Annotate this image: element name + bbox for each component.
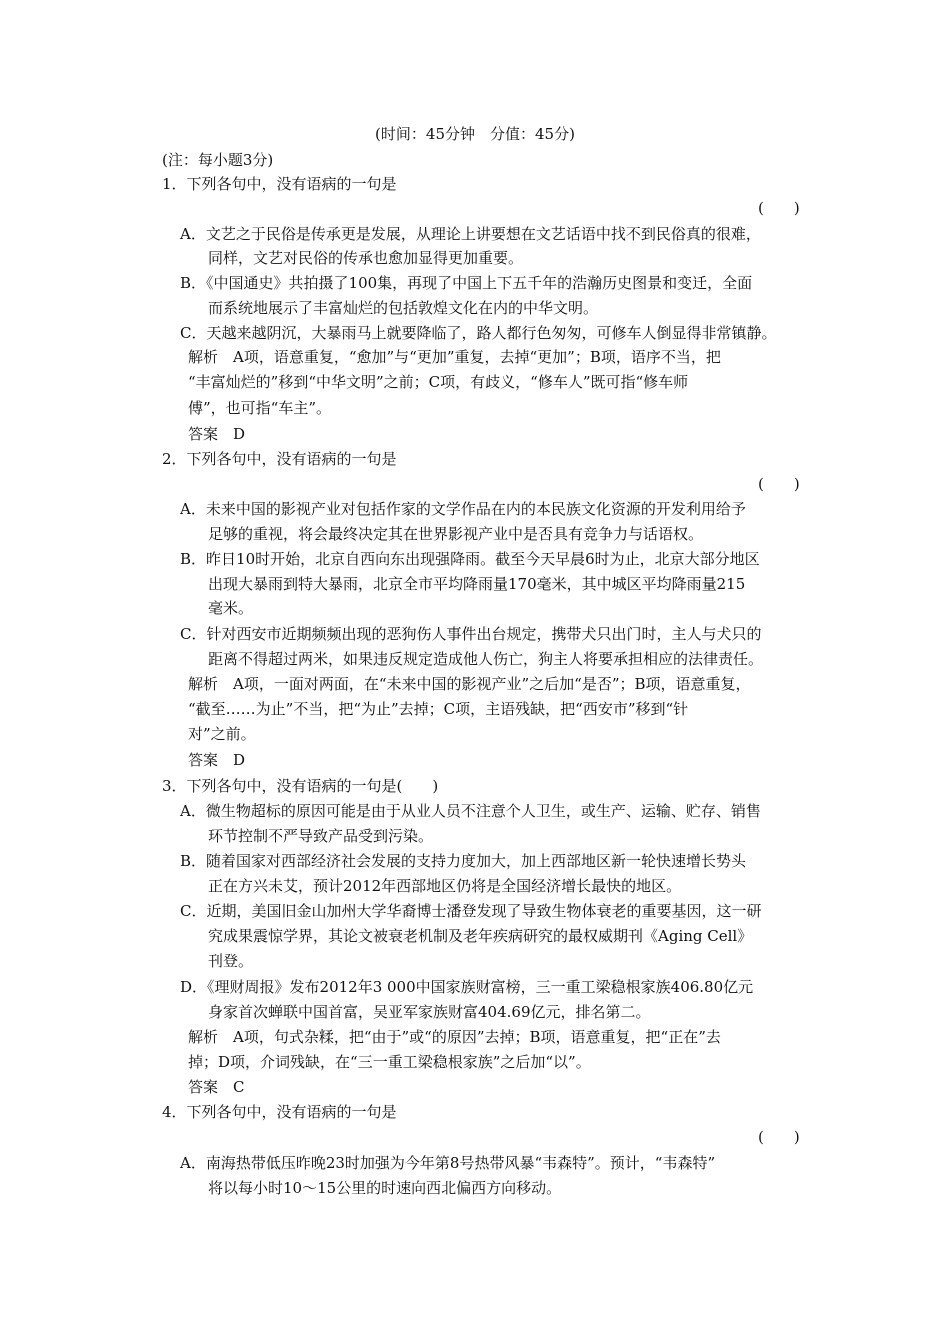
question-3-option-c-cont: 刊登。 — [208, 952, 254, 970]
page-title: (时间：45分钟 分值：45分) — [375, 125, 575, 143]
question-3-analysis-cont: 掉；D项，介词残缺，在“三一重工梁稳根家族”之后加“以”。 — [188, 1053, 591, 1071]
question-4-stem: 4．下列各句中，没有语病的一句是 — [162, 1103, 397, 1121]
question-2-option-b: B．昨日10时开始，北京自西向东出现强降雨。截至今天早晨6时为止，北京大部分地区 — [180, 550, 760, 568]
question-2-answer-blank: ( ) — [758, 475, 800, 493]
question-3-option-b-cont: 正在方兴未艾，预计2012年西部地区仍将是全国经济增长最快的地区。 — [208, 877, 682, 895]
question-4-answer-blank: ( ) — [758, 1128, 800, 1146]
question-3-option-c-cont: 究成果震惊学界，其论文被衰老机制及老年疾病研究的最权威期刊《Aging Cell》 — [208, 927, 753, 945]
question-2-option-a-cont: 足够的重视，将会最终决定其在世界影视产业中是否具有竞争力与话语权。 — [208, 525, 704, 543]
question-1-analysis-cont: “丰富灿烂的”移到“中华文明”之前；C项，有歧义，“修车人”既可指“修车师 — [188, 373, 689, 391]
question-2-option-b-cont: 毫米。 — [208, 599, 254, 617]
question-3-option-d-cont: 身家首次蝉联中国首富，吴亚军家族财富404.69亿元，排名第二。 — [208, 1003, 651, 1021]
question-3-option-a-cont: 环节控制不严导致产品受到污染。 — [208, 827, 434, 845]
question-2-analysis-cont: 对”之前。 — [188, 725, 256, 743]
question-1-analysis: 解析 A项，语意重复，“愈加”与“更加”重复，去掉“更加”；B项，语序不当，把 — [188, 348, 721, 366]
question-1-option-a: A．文艺之于民俗是传承更是发展，从理论上讲要想在文艺话语中找不到民俗真的很难， — [180, 225, 761, 243]
question-1-stem: 1．下列各句中，没有语病的一句是 — [162, 175, 397, 193]
question-3-option-a: A．微生物超标的原因可能是由于从业人员不注意个人卫生，或生产、运输、贮存、销售 — [180, 802, 761, 820]
question-4-option-a: A．南海热带低压昨晚23时加强为今年第8号热带风暴“韦森特”。预计，“韦森特” — [180, 1154, 716, 1172]
question-1-option-a-cont: 同样，文艺对民俗的传承也愈加显得更加重要。 — [208, 249, 524, 267]
question-2-analysis: 解析 A项，一面对两面，在“未来中国的影视产业”之后加“是否”；B项，语意重复， — [188, 675, 751, 693]
score-note: (注：每小题3分) — [162, 151, 274, 169]
question-3-option-d: D．《理财周报》发布2012年3 000中国家族财富榜，三一重工梁稳根家族406.80亿元 — [180, 978, 754, 996]
question-2-stem: 2．下列各句中，没有语病的一句是 — [162, 450, 397, 468]
question-3-answer: 答案 C — [188, 1078, 245, 1096]
question-2-option-b-cont: 出现大暴雨到特大暴雨，北京全市平均降雨量170毫米，其中城区平均降雨量215 — [208, 575, 746, 593]
question-3-option-b: B．随着国家对西部经济社会发展的支持力度加大，加上西部地区新一轮快速增长势头 — [180, 852, 747, 870]
question-1-option-b-cont: 而系统地展示了丰富灿烂的包括敦煌文化在内的中华文明。 — [208, 299, 599, 317]
question-1-answer: 答案 D — [188, 425, 246, 443]
question-3-option-c: C．近期，美国旧金山加州大学华裔博士潘登发现了导致生物体衰老的重要基因，这一研 — [180, 902, 762, 920]
question-3-analysis: 解析 A项，句式杂糅，把“由于”或“的原因”去掉；B项，语意重复，把“正在”去 — [188, 1028, 721, 1046]
question-2-option-a: A．未来中国的影视产业对包括作家的文学作品在内的本民族文化资源的开发利用给予 — [180, 500, 746, 518]
question-2-answer: 答案 D — [188, 751, 246, 769]
question-3-stem: 3．下列各句中，没有语病的一句是( ) — [162, 777, 439, 795]
question-4-option-a-cont: 将以每小时10～15公里的时速向西北偏西方向移动。 — [208, 1179, 562, 1197]
question-2-analysis-cont: “截至……为止”不当，把“为止”去掉；C项，主语残缺，把“西安市”移到“针 — [188, 700, 689, 718]
question-2-option-c-cont: 距离不得超过两米，如果违反规定造成他人伤亡，狗主人将要承担相应的法律责任。 — [208, 650, 764, 668]
question-1-option-c: C．天越来越阴沉，大暴雨马上就要降临了，路人都行色匆匆，可修车人倒显得非常镇静。 — [180, 324, 777, 342]
question-1-option-b: B．《中国通史》共拍摄了100集，再现了中国上下五千年的浩瀚历史图景和变迁，全面 — [180, 274, 753, 292]
question-1-analysis-cont: 傅”，也可指“车主”。 — [188, 399, 332, 417]
question-1-answer-blank: ( ) — [758, 199, 800, 217]
question-2-option-c: C．针对西安市近期频频出现的恶狗伤人事件出台规定，携带犬只出门时，主人与犬只的 — [180, 625, 762, 643]
